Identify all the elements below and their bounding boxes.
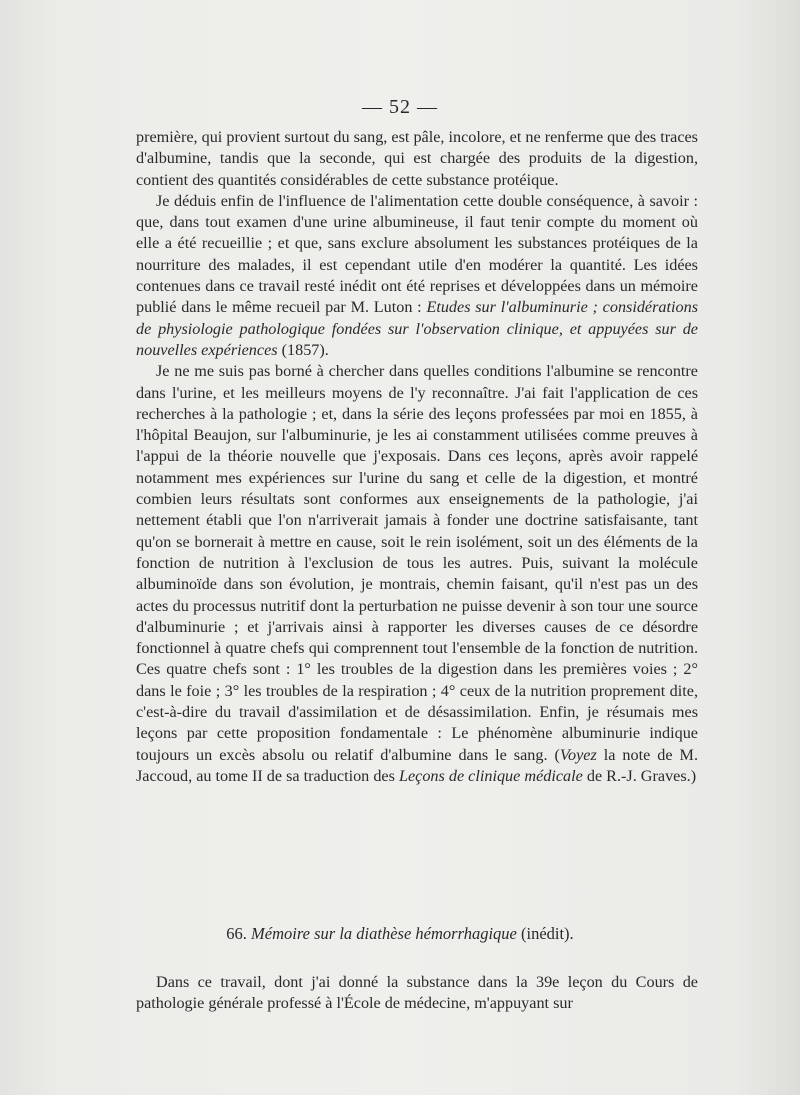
section-heading — [0, 924, 800, 944]
main-text-block — [136, 127, 698, 787]
paragraph-3 — [136, 361, 698, 787]
paragraph-2-text-a: Je déduis enfin de l'influence de l'alimentation cette double conséquence, à savoir : que, dans tout examen d'une urine albumineuse, il faut tenir compte du moment où elle a été recueillie ; et que, sans exclure absolument les substances protéiques de la nourriture des malades, il est cependant utile d'en modérer la quantité. Les idées contenues dans ce travail resté inédit ont été reprises et développées dans un mémoire publié dans le même recueil par M. Luton : — [136, 191, 698, 317]
paragraph-1-text: première, qui provient surtout du sang, est pâle, incolore, et ne renferme que des traces d'albumine, tandis que la seconde, qui est chargée des produits de la digestion, contient des quantités considérables de cette substance protéique. — [136, 128, 698, 189]
paragraph-3-text-b: la note de M. Jaccoud, au tome II de sa traduction des — [136, 745, 698, 785]
section-note: (inédit). — [520, 924, 574, 943]
paragraph-3-italic-voyez: Voyez — [559, 745, 597, 764]
paragraph-3-text-a: Je ne me suis pas borné à chercher dans quelles conditions l'albumine se rencontre dans l'urine, et les meilleurs moyens de l'y reconnaître. J'ai fait l'application de ces recherches à la pathologie ; et, dans la série des leçons professées par moi en 1855, à l'hôpital Beaujon, sur l'albuminurie, je les ai constamment utilisées comme preuves à l'appui de la théorie nouvelle que j'exposais. Dans ces leçons, après avoir rappelé notamment mes expériences sur l'urine du sang et celle de la digestion, et montré combien leurs résultats sont conformes aux enseignements de la pathologie, j'ai nettement établi que l'on n'arriverait jamais à fonder une doctrine satisfaisante, tant qu'on se bornerait à mettre en cause, soit le rein isolément, soit un des éléments de la fonction de nutrition à l'exclusion de tous les autres. Puis, suivant la molécule albuminoïde dans son évolution, je montrais, chemin faisant, qu'il n'est pas un des actes du processus nutritif dont la perturbation ne puisse devenir à son tour une source d'albuminurie ; et j'arrivais ainsi à rapporter les diverses causes de ce désordre fonctionnel à quatre chefs qui comprennent tout l'ensemble de la fonction de nutrition. Ces quatre chefs sont : 1° les troubles de la digestion dans les premières voies ; 2° dans le foie ; 3° les troubles de la respiration ; 4° ceux de la nutrition proprement dite, c'est-à-dire du travail d'assimilation et de désassimilation. Enfin, je résumais mes leçons par cette proposition fondamentale : Le phénomène albuminurie indique toujours un excès absolu ou relatif d'albumine dans le sang. ( — [136, 362, 698, 764]
section-title: Mémoire sur la diathèse hémorrhagique — [251, 924, 517, 943]
paragraph-1 — [136, 127, 698, 191]
paragraph-2 — [136, 191, 698, 361]
page-number: — 52 — — [362, 96, 438, 118]
paragraph-2-italic-title: Etudes sur l'albuminurie ; considérations de physiologie pathologique fondées sur l'observation clinique, et appuyées sur de nouvelles expériences — [136, 298, 698, 359]
bottom-paragraph: Dans ce travail, dont j'ai donné la substance dans la 39e leçon du Cours de pathologie générale professé à l'École de médecine, m'appuyant sur — [136, 973, 698, 1013]
bottom-text-block — [136, 972, 698, 1015]
paragraph-3-text-c: de R.-J. Graves.) — [582, 766, 697, 785]
paragraph-3-italic-lecons: Leçons de clinique médicale — [398, 766, 583, 785]
paragraph-2-text-b: (1857). — [277, 340, 329, 359]
section-number: 66. — [226, 924, 247, 943]
